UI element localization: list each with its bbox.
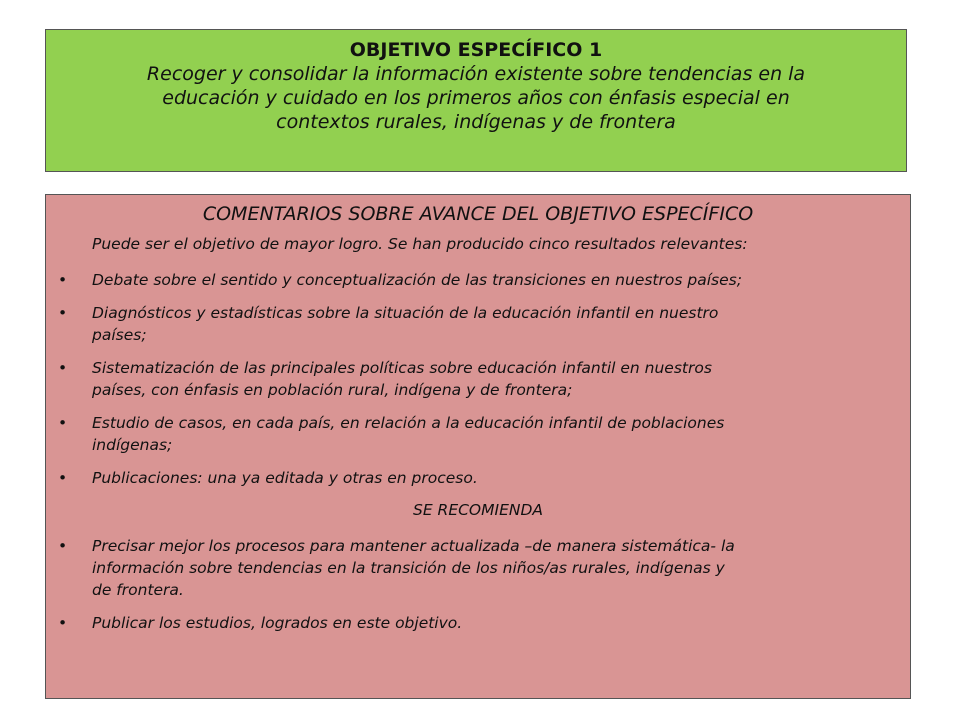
result-line: países; [92, 326, 147, 344]
bullet-icon: • [58, 304, 68, 322]
result-item [56, 467, 900, 489]
bullet-icon: • [58, 469, 68, 487]
recommendations-list [56, 535, 900, 634]
recommendation-line: Publicar los estudios, logrados en este objetivo. [92, 614, 463, 632]
objective-title: OBJETIVO ESPECÍFICO 1 [349, 39, 603, 61]
bullet-icon: • [58, 614, 68, 632]
objective-description-line: Recoger y consolidar la información existente sobre tendencias en la [146, 63, 806, 85]
recommendation-item [56, 612, 900, 634]
result-line: Estudio de casos, en cada país, en relación a la educación infantil de poblaciones [92, 414, 725, 432]
recommendation-item [56, 535, 900, 601]
result-line: Sistematización de las principales políticas sobre educación infantil en nuestros [92, 359, 712, 377]
result-line: países, con énfasis en población rural, indígena y de frontera; [92, 381, 573, 399]
recommendation-title: SE RECOMIENDA [412, 501, 544, 519]
recommendation-line: información sobre tendencias en la transición de los niños/as rurales, indígenas y [92, 559, 725, 577]
comments-intro: Puede ser el objetivo de mayor logro. Se han producido cinco resultados relevantes: [92, 235, 748, 253]
results-list [56, 269, 900, 489]
bullet-icon: • [58, 271, 68, 289]
recommendation-line: Precisar mejor los procesos para mantener actualizada –de manera sistemática- la [92, 537, 735, 555]
result-line: Diagnósticos y estadísticas sobre la situación de la educación infantil en nuestro [92, 304, 719, 322]
objective-description-line: contextos rurales, indígenas y de frontera [276, 111, 676, 133]
result-item [56, 412, 900, 456]
comments-title: COMENTARIOS SOBRE AVANCE DEL OBJETIVO ESPECÍFICO [202, 203, 754, 225]
objective-description-line: educación y cuidado en los primeros años con énfasis especial en [162, 87, 790, 109]
result-line: Publicaciones: una ya editada y otras en proceso. [92, 469, 478, 487]
recommendation-line: de frontera. [92, 581, 184, 599]
comments-box [45, 194, 911, 699]
bullet-icon: • [58, 537, 68, 555]
result-line: indígenas; [92, 436, 173, 454]
objective-box [45, 29, 907, 172]
result-line: Debate sobre el sentido y conceptualización de las transiciones en nuestros países; [92, 271, 742, 289]
result-item [56, 302, 900, 346]
result-item [56, 357, 900, 401]
result-item [56, 269, 900, 291]
bullet-icon: • [58, 359, 68, 377]
bullet-icon: • [58, 414, 68, 432]
